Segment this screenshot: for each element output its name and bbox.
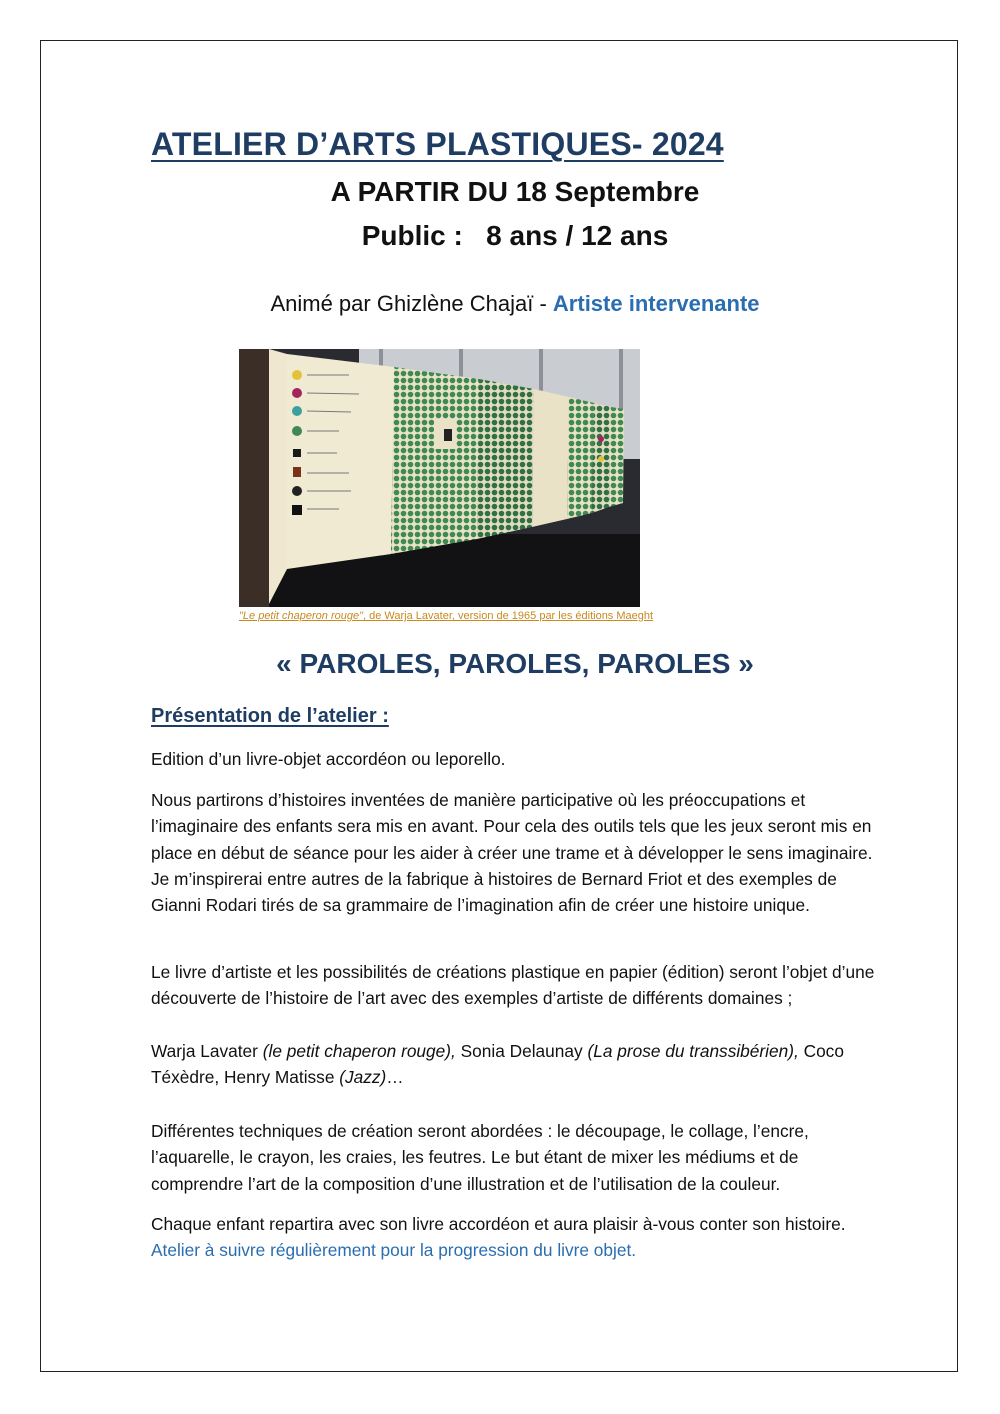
paragraph-stories: Nous partirons d’histoires inventées de manière participative où les préoccupations et l’imaginaire des enfants sera mis en avant. Pour cela des outils tels que les jeux seront mis en place en début de séance pour les aider à créer une trame et à développer le sens imaginaire. Je m’inspirerai entre autres de la fabrique à histoires de Bernard Friot et des exemples de Gianni Rodari tirés de sa grammaire de l’imagination afin de créer une histoire unique. <box>151 790 873 916</box>
paragraph-edition: Edition d’un livre-objet accordéon ou leporello. <box>151 749 506 769</box>
artist-lavater: Warja Lavater <box>151 1041 263 1061</box>
work-transsiberien: (La prose du transsibérien), <box>587 1041 799 1061</box>
conclusion-text: Chaque enfant repartira avec son livre accordéon et aura plaisir à-vous conter son histoire. <box>151 1214 846 1234</box>
artist-delaunay: Sonia Delaunay <box>455 1041 588 1061</box>
caption-rest: , de Warja Lavater, version de 1965 par les éditions Maeght <box>363 610 654 622</box>
ellipsis: … <box>386 1067 404 1088</box>
paragraph-artists <box>151 1038 891 1091</box>
page-title: ATELIER D’ARTS PLASTIQUES- 2024 <box>151 126 724 162</box>
start-date: A PARTIR DU 18 Septembre <box>330 176 700 207</box>
photo-caption[interactable] <box>239 610 709 622</box>
paragraph-conclusion <box>151 1211 891 1264</box>
byline-role: Artiste intervenante <box>552 291 760 316</box>
caption-title: "Le petit chaperon rouge" <box>239 610 364 622</box>
presentation-heading: Présentation de l’atelier : <box>151 705 389 727</box>
section-title: « PAROLES, PAROLES, PAROLES » <box>276 648 754 679</box>
leporello-illustration <box>239 349 640 607</box>
byline <box>0 291 1000 317</box>
paragraph-artist-book: Le livre d’artiste et les possibilités de créations plastique en papier (édition) seront l’objet d’une découverte de l’histoire de l’art avec des exemples d’artiste de différents domaines ; <box>151 962 875 1009</box>
audience: Public : 8 ans / 12 ans <box>361 220 669 251</box>
conclusion-highlight: Atelier à suivre régulièrement pour la progression du livre objet. <box>151 1240 637 1261</box>
work-chaperon: (le petit chaperon rouge), <box>262 1041 456 1061</box>
artist-texedre-matisse: Coco Téxèdre, Henry Matisse <box>151 1041 844 1088</box>
byline-name: Animé par Ghizlène Chajaï - <box>270 291 553 316</box>
leporello-photo <box>239 349 640 607</box>
work-jazz: (Jazz) <box>339 1067 387 1088</box>
paragraph-techniques: Différentes techniques de création seront abordées : le découpage, le collage, l’encre, l’aquarelle, le crayon, les craies, les feutres. Le but étant de mixer les médiums et de comprendre l’art de la composition d’une illustration et de l’utilisation de la couleur. <box>151 1121 809 1194</box>
